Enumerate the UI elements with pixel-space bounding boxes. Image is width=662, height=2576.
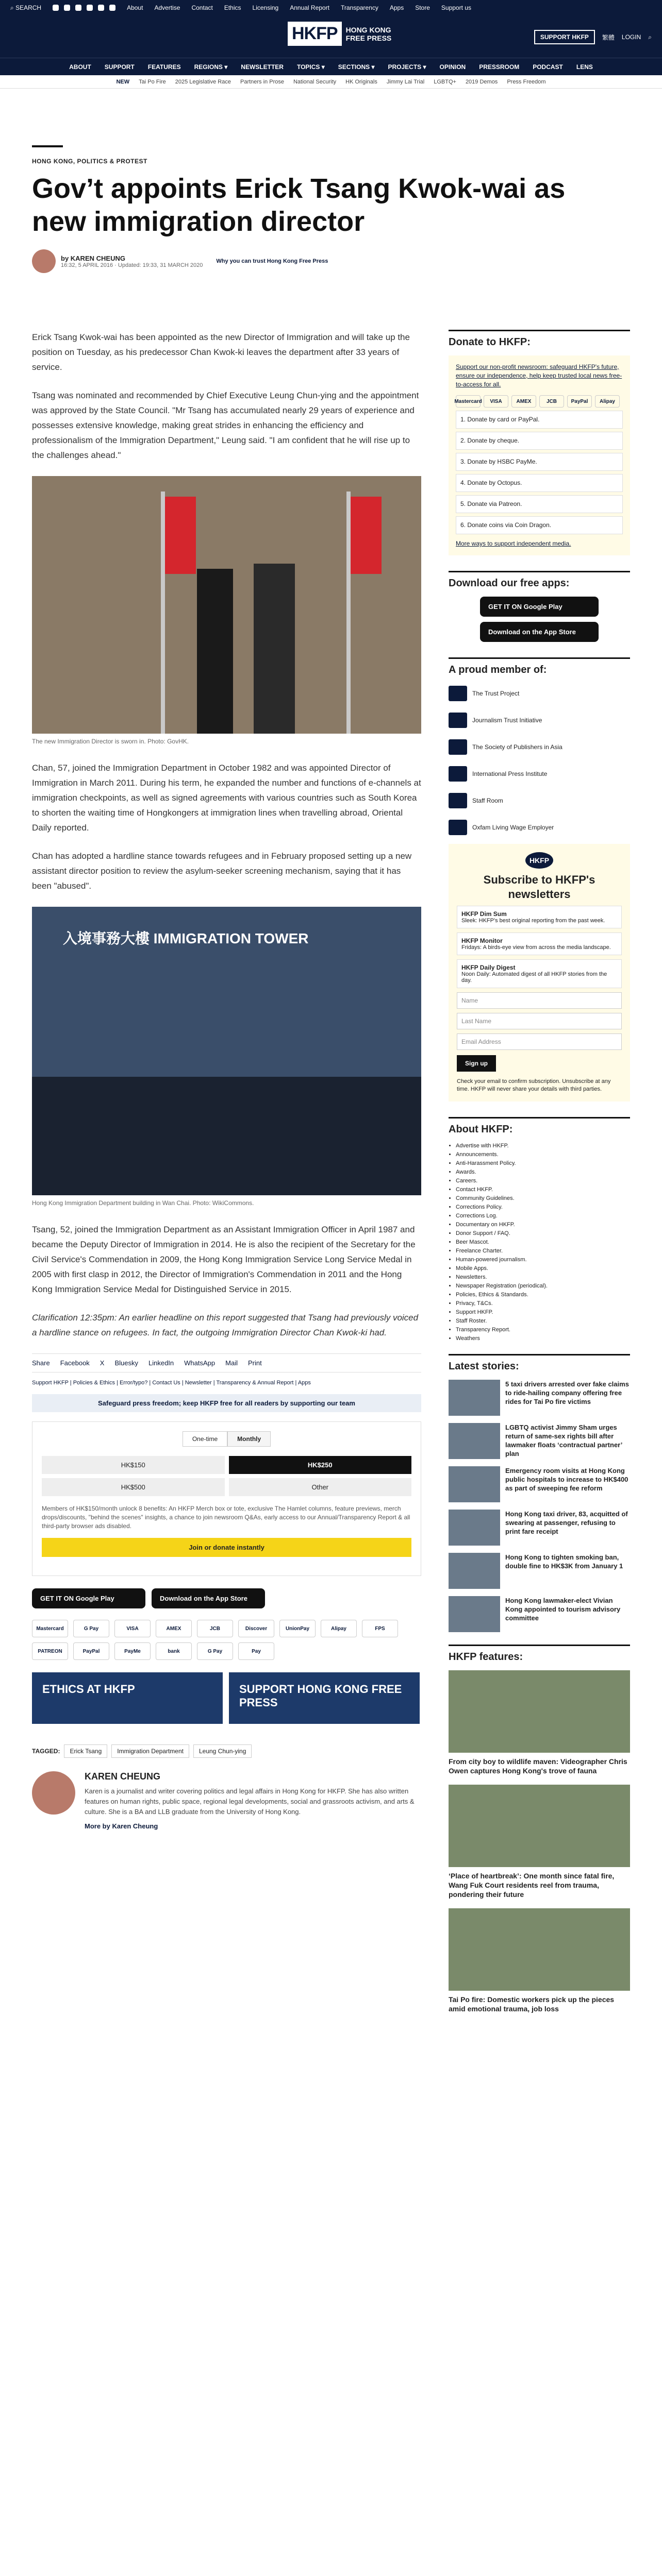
donate-text[interactable]: Support our non-profit newsroom: safeguard HKFP's future, ensure our independence, help keep trusted local news free-to-access for all. (456, 363, 622, 388)
google-play-badge[interactable]: GET IT ON Google Play (32, 1588, 145, 1608)
about-heading: About HKFP: (449, 1117, 630, 1136)
features-heading: HKFP features: (449, 1645, 630, 1663)
fps-icon: FPS (362, 1620, 398, 1637)
mastercard-icon: Mastercard (456, 395, 481, 408)
about-link[interactable]: • Policies, Ethics & Standards. (456, 1292, 630, 1298)
trending-link[interactable]: Partners in Prose (240, 78, 284, 85)
about-link[interactable]: • Corrections Log. (456, 1213, 630, 1219)
feature-story[interactable] (449, 1670, 630, 1775)
about-link[interactable]: • Beer Mascot. (456, 1239, 630, 1245)
author-name[interactable]: by KAREN CHEUNG (61, 254, 125, 262)
member-heading: A proud member of: (449, 657, 630, 676)
donate-option[interactable]: 5. Donate via Patreon. (456, 495, 623, 513)
trending-link[interactable]: Tai Po Fire (139, 78, 166, 85)
amount-option[interactable]: HK$250 (229, 1456, 412, 1474)
name-input[interactable]: Name (457, 992, 622, 1009)
title-rule (32, 145, 63, 147)
author-bio: Karen is a journalist and writer covering politics and legal affairs in Hong Kong for HKFP. She has also written features on human rights, public space, regional legal developments, social and grassroots activism, and arts & culture. She is a BA and LLB graduate from the University of Hong Kong. (85, 1787, 415, 1816)
share-whatsapp[interactable]: WhatsApp (184, 1359, 216, 1367)
trending-link[interactable]: Jimmy Lai Trial (386, 78, 425, 85)
amount-option[interactable]: HK$500 (42, 1478, 225, 1496)
member-oxfam[interactable]: Oxfam Living Wage Employer (449, 817, 630, 838)
top-link-support[interactable]: Support us (441, 4, 471, 11)
staff-room-icon (449, 793, 467, 808)
photo-caption: Hong Kong Immigration Department building in Wan Chai. Photo: WikiCommons. (32, 1199, 254, 1207)
paypal-icon: PayPal (567, 395, 592, 408)
donate-option[interactable]: 4. Donate by Octopus. (456, 474, 623, 492)
search-icon[interactable]: ⌕ (648, 33, 652, 41)
newsletter-note: Check your email to confirm subscription. Unsubscribe at any time. HKFP will never share your details with third parties. (457, 1078, 611, 1092)
paypal-icon: PayPal (73, 1642, 109, 1660)
discover-icon: Discover (238, 1620, 274, 1637)
trust-project-icon (449, 686, 467, 701)
visa-icon: VISA (114, 1620, 151, 1637)
donate-option[interactable]: 6. Donate coins via Coin Dragon. (456, 516, 623, 534)
x-icon[interactable] (64, 5, 70, 11)
main-nav (0, 58, 662, 75)
unionpay-icon: UnionPay (279, 1620, 316, 1637)
new-label: NEW (116, 78, 130, 85)
author-box-name[interactable]: KAREN CHEUNG (85, 1771, 161, 1782)
safeguard-banner[interactable]: Safeguard press freedom; keep HKFP free for all readers by supporting our team (32, 1394, 421, 1412)
trending-link[interactable]: 2019 Demos (465, 78, 498, 85)
about-link[interactable]: • Support HKFP. (456, 1309, 630, 1315)
gpay-icon: G Pay (73, 1620, 109, 1637)
youtube-icon[interactable] (87, 5, 93, 11)
about-link[interactable]: • Awards. (456, 1169, 630, 1175)
rss-icon[interactable] (109, 5, 115, 11)
login-link[interactable]: LOGIN (621, 33, 641, 41)
top-bar (0, 0, 662, 15)
trending-link[interactable]: Press Freedom (507, 78, 546, 85)
nav-pressroom[interactable]: PRESSROOM (479, 63, 520, 71)
apple-pay-icon: Pay (238, 1642, 274, 1660)
about-link[interactable]: • Careers. (456, 1178, 630, 1184)
linkedin-icon[interactable] (98, 5, 104, 11)
sopa-icon (449, 739, 467, 755)
about-link[interactable]: • Newspaper Registration (periodical). (456, 1283, 630, 1289)
top-link-contact[interactable]: Contact (191, 4, 213, 11)
byline (32, 249, 630, 273)
join-button[interactable]: Join or donate instantly (42, 1538, 411, 1557)
jcb-icon: JCB (197, 1620, 233, 1637)
tag[interactable]: Leung Chun-ying (193, 1744, 252, 1758)
about-link[interactable]: • Contact HKFP. (456, 1187, 630, 1193)
donate-heading: Donate to HKFP: (449, 330, 630, 348)
payment-methods (32, 1620, 421, 1660)
feature-title: From city boy to wildlife maven: Videographer Chris Owen captures Hong Kong's trove of fauna (449, 1757, 627, 1775)
app-store-badge[interactable]: Download on the App Store (152, 1588, 265, 1608)
nav-features[interactable]: FEATURES (147, 63, 181, 71)
swearing-in-photo (32, 476, 421, 734)
story-thumbnail (449, 1596, 500, 1632)
share-bluesky[interactable]: Bluesky (114, 1359, 138, 1367)
share-label: Share (32, 1359, 50, 1367)
paragraph: Tsang was nominated and recommended by Chief Executive Leung Chun-ying and the appointment was approved by the State Council. "Mr Tsang has accumulated nearly 29 years of experience and possesses extensive knowledge, making great strides in enhancing the efficiency and professionalism of the Immigration Department," Leung said. "I am confident that he will rise up to the challenges ahead." (32, 391, 419, 460)
facebook-icon[interactable] (53, 5, 59, 11)
donation-box (32, 1421, 421, 1576)
gpay-icon: G Pay (197, 1642, 233, 1660)
app-store-badge[interactable]: Download on the App Store (480, 622, 599, 642)
top-link-ethics[interactable]: Ethics (224, 4, 241, 11)
donate-option[interactable]: 3. Donate by HSBC PayMe. (456, 453, 623, 471)
feature-story[interactable] (449, 1908, 630, 2013)
newsletter-option[interactable]: HKFP Daily Digest Noon Daily: Automated digest of all HKFP stories from the day. (457, 959, 622, 988)
amex-icon: AMEX (511, 395, 536, 408)
top-link-about[interactable]: About (127, 4, 143, 11)
donate-option[interactable]: 1. Donate by card or PayPal. (456, 411, 623, 429)
monthly-toggle[interactable]: Monthly (227, 1431, 271, 1447)
top-link-store[interactable]: Store (415, 4, 430, 11)
about-link[interactable]: • Weathers (456, 1335, 630, 1342)
amount-option[interactable]: Other (229, 1478, 412, 1496)
ipi-icon (449, 766, 467, 782)
trending-link[interactable]: National Security (293, 78, 337, 85)
story-thumbnail (449, 1553, 500, 1589)
latest-heading: Latest stories: (449, 1354, 630, 1372)
photo-caption: The new Immigration Director is sworn in. Photo: GovHK. (32, 738, 189, 745)
search-link[interactable]: ⌕ SEARCH (10, 4, 42, 11)
about-link[interactable]: • Mobile Apps. (456, 1265, 630, 1272)
apps-heading: Download our free apps: (449, 571, 630, 589)
nav-opinion[interactable]: OPINION (439, 63, 466, 71)
top-link-advertise[interactable]: Advertise (154, 4, 180, 11)
top-link-apps[interactable]: Apps (389, 4, 404, 11)
footer-links[interactable]: Support HKFP | Policies & Ethics | Error/typo? | Contact Us | Newsletter | Transparency & Annual Report | Apps (32, 1380, 311, 1386)
newsletter-heading: Subscribe to HKFP's newsletters (483, 873, 595, 901)
tags-row (32, 1744, 421, 1758)
nav-about[interactable]: ABOUT (69, 63, 91, 71)
sidebar (449, 330, 630, 2023)
share-print[interactable]: Print (247, 1359, 262, 1367)
feature-title: Tai Po fire: Domestic workers pick up the pieces amid emotional trauma, job loss (449, 1995, 615, 2013)
article-body (32, 330, 421, 1830)
latest-story[interactable] (449, 1510, 630, 1546)
story-thumbnail (449, 1466, 500, 1502)
about-link[interactable]: • Donor Support / FAQ. (456, 1230, 630, 1236)
share-facebook[interactable]: Facebook (60, 1359, 90, 1367)
share-x[interactable]: X (100, 1359, 105, 1367)
hkfp-logo[interactable]: HKFP HONG KONG FREE PRESS (288, 22, 391, 46)
about-link[interactable]: • Corrections Policy. (456, 1204, 630, 1210)
jti-icon (449, 713, 467, 728)
latest-story[interactable] (449, 1423, 630, 1459)
about-link[interactable]: • Announcements. (456, 1151, 630, 1158)
latest-list (449, 1380, 630, 1632)
social-icons (53, 5, 115, 11)
immigration-tower-photo: 入境事務大樓 IMMIGRATION TOWER (32, 907, 421, 1195)
newsletter-option[interactable]: HKFP Monitor Fridays: A birds-eye view from across the media landscape. (457, 933, 622, 955)
paragraph: Erick Tsang Kwok-wai has been appointed as the new Director of Immigration and will take up the position on Tuesday, as his predecessor Chan Kwok-ki leaves the department after 33 years of service. (32, 332, 410, 372)
about-link[interactable]: • Staff Roster. (456, 1318, 630, 1324)
hkfp-badge-icon: HKFP (525, 852, 553, 869)
newsletter-option[interactable]: HKFP Dim Sum Sleek: HKFP's best original reporting from the past week. (457, 906, 622, 928)
paragraph: Chan has adopted a hardline stance towards refugees and in February proposed setting up a new assistant director position to review the asylum-seeker screening mechanism, saying that it has been "abused". (32, 851, 412, 891)
feature-image (449, 1908, 630, 1991)
about-link[interactable]: • Newsletters. (456, 1274, 630, 1280)
ethics-promo[interactable]: ETHICS AT HKFP (32, 1672, 223, 1724)
trending-link[interactable]: LGBTQ+ (434, 78, 456, 85)
feature-image (449, 1785, 630, 1867)
feature-title: ‘Place of heartbreak’: One month since fatal fire, Wang Fuk Court residents reel from trauma, pondering their future (449, 1872, 615, 1899)
top-link-transparency[interactable]: Transparency (340, 4, 378, 11)
member-sopa[interactable]: The Society of Publishers in Asia (449, 737, 630, 757)
nav-topics[interactable]: TOPICS ▾ (296, 63, 325, 71)
article-header (32, 89, 630, 273)
tag[interactable]: Erick Tsang (64, 1744, 107, 1758)
about-link[interactable]: • Freelance Charter. (456, 1248, 630, 1254)
top-link-annual-report[interactable]: Annual Report (290, 4, 329, 11)
jcb-icon: JCB (539, 395, 564, 408)
author-avatar[interactable] (32, 249, 56, 273)
one-time-toggle[interactable]: One-time (183, 1431, 227, 1447)
masthead (0, 15, 662, 58)
about-link[interactable]: • Human-powered journalism. (456, 1257, 630, 1263)
nav-support[interactable]: SUPPORT (104, 63, 135, 71)
about-link[interactable]: • Anti-Harassment Policy. (456, 1160, 630, 1166)
nav-lens[interactable]: LENS (576, 63, 593, 71)
author-photo[interactable] (32, 1771, 75, 1815)
amount-option[interactable]: HK$150 (42, 1456, 225, 1474)
story-thumbnail (449, 1423, 500, 1459)
trust-link[interactable]: Why you can trust Hong Kong Free Press (216, 258, 328, 264)
share-linkedin[interactable]: LinkedIn (148, 1359, 174, 1367)
top-link-licensing[interactable]: Licensing (252, 4, 279, 11)
payme-icon: PayMe (114, 1642, 151, 1660)
language-link[interactable]: 繁體 (602, 33, 615, 41)
story-title: Hong Kong taxi driver, 83, acquitted of swearing at passenger, refusing to print fare receipt (505, 1510, 628, 1535)
newsletter-box (449, 844, 630, 1101)
clarification: Clarification 12:35pm: An earlier headline on this report suggested that Tsang had previously voiced a hardline stance on refugees. In fact, the outgoing Immigration Director Chan Kwok-ki had. (32, 1313, 419, 1337)
author-box (32, 1771, 421, 1830)
story-title: Hong Kong lawmaker-elect Vivian Kong appointed to tourism advisory committee (505, 1597, 621, 1622)
bank-icon: bank (156, 1642, 192, 1660)
story-thumbnail (449, 1510, 500, 1546)
feature-image (449, 1670, 630, 1753)
member-staff-room[interactable]: Staff Room (449, 790, 630, 811)
paragraph: Tsang, 52, joined the Immigration Department as an Assistant Immigration Officer in April 1987 and became the Deputy Director of Immigration in 2014. He is also the recipient of the Secretary for the Civil Service's Commendation in 2009, the Hong Kong Immigration Service Long Service Medal in 2005 with first clasp in 2012, the Director of Immigration's Commendation in 2011 and the Hong Kong Immigration Service Medal for Distinguished Service in 2015. (32, 1225, 416, 1294)
trending-link[interactable]: 2025 Legislative Race (175, 78, 231, 85)
patreon-icon: PATREON (32, 1642, 68, 1660)
about-link[interactable]: • Privacy, T&Cs. (456, 1300, 630, 1307)
nav-projects[interactable]: PROJECTS ▾ (388, 63, 426, 71)
trending-link[interactable]: HK Originals (345, 78, 377, 85)
about-link[interactable]: • Community Guidelines. (456, 1195, 630, 1201)
trending-bar (0, 75, 662, 89)
story-title: Emergency room visits at Hong Kong public hospitals to increase to HK$400 as part of sweeping fee reform (505, 1467, 628, 1492)
email-input[interactable]: Email Address (457, 1033, 622, 1050)
member-jti[interactable]: Journalism Trust Initiative (449, 710, 630, 731)
tags-label: TAGGED: (32, 1748, 60, 1755)
latest-story[interactable] (449, 1553, 630, 1589)
story-thumbnail (449, 1380, 500, 1416)
alipay-icon: Alipay (595, 395, 620, 408)
share-mail[interactable]: Mail (225, 1359, 238, 1367)
nav-newsletter[interactable]: NEWSLETTER (241, 63, 284, 71)
article-kicker[interactable]: HONG KONG, POLITICS & PROTEST (32, 158, 147, 165)
story-title: 5 taxi drivers arrested over fake claims to ride-hailing company offering free rides for Tai Po fire victims (505, 1380, 629, 1405)
support-hkfp-button[interactable]: SUPPORT HKFP (534, 30, 595, 44)
member-trust-project[interactable]: The Trust Project (449, 683, 630, 704)
more-ways-link[interactable]: More ways to support independent media. (456, 540, 571, 547)
nav-regions[interactable]: REGIONS ▾ (194, 63, 228, 71)
nav-podcast[interactable]: PODCAST (533, 63, 563, 71)
about-link[interactable]: • Documentary on HKFP. (456, 1222, 630, 1228)
member-ipi[interactable]: International Press Institute (449, 764, 630, 784)
nav-sections[interactable]: SECTIONS ▾ (338, 63, 375, 71)
paragraph: Chan, 57, joined the Immigration Department in October 1982 and was appointed Director of Immigration in March 2011. During his term, he expanded the number and functions of e-channels at immigration checkpoints, as well as signed agreements with various countries such as South Korea to shorten the waiting time of Hongkongers at immigration lines when travelling abroad, Oriental Daily reported. (32, 763, 421, 833)
article-title: Gov’t appoints Erick Tsang Kwok-wai as new immigration director (32, 173, 566, 237)
more-by-author-link[interactable]: More by Karen Cheung (85, 1822, 158, 1830)
share-bar (32, 1353, 421, 1372)
latest-story[interactable] (449, 1466, 630, 1502)
signup-button[interactable]: Sign up (457, 1055, 496, 1072)
features-list (449, 1670, 630, 2013)
publish-date: 16:32, 5 APRIL 2016 · Updated: 19:33, 31 MARCH 2020 (61, 262, 203, 268)
google-play-badge[interactable]: GET IT ON Google Play (480, 597, 599, 617)
about-link[interactable]: • Transparency Report. (456, 1327, 630, 1333)
story-title: Hong Kong to tighten smoking ban, double fine to HK$3K from January 1 (505, 1553, 623, 1570)
last-name-input[interactable]: Last Name (457, 1013, 622, 1029)
alipay-icon: Alipay (321, 1620, 357, 1637)
story-title: LGBTQ activist Jimmy Sham urges return of same-sex rights bill after lawmaker floats ‘contractual partner’ plan (505, 1423, 622, 1458)
donate-box (449, 355, 630, 555)
amex-icon: AMEX (156, 1620, 192, 1637)
latest-story[interactable] (449, 1596, 630, 1632)
donate-option[interactable]: 2. Donate by cheque. (456, 432, 623, 450)
membership-note: Members of HK$150/month unlock 8 benefits: An HKFP Merch box or tote, exclusive The Hamlet columns, feature previews, merch drops/discounts, "behind the scenes" insights, a chance to join newsroom Q&As, early access to our Annual/Transparency Report & all third-party browser ads disabled. (42, 1505, 410, 1530)
oxfam-icon (449, 820, 467, 835)
latest-story[interactable] (449, 1380, 630, 1416)
feature-story[interactable] (449, 1785, 630, 1899)
about-list (449, 1143, 630, 1342)
support-promo[interactable]: SUPPORT HONG KONG FREE PRESS (229, 1672, 420, 1724)
instagram-icon[interactable] (75, 5, 81, 11)
tag[interactable]: Immigration Department (111, 1744, 189, 1758)
about-link[interactable]: • Advertise with HKFP. (456, 1143, 630, 1149)
visa-icon: VISA (484, 395, 508, 408)
mastercard-icon: Mastercard (32, 1620, 68, 1637)
